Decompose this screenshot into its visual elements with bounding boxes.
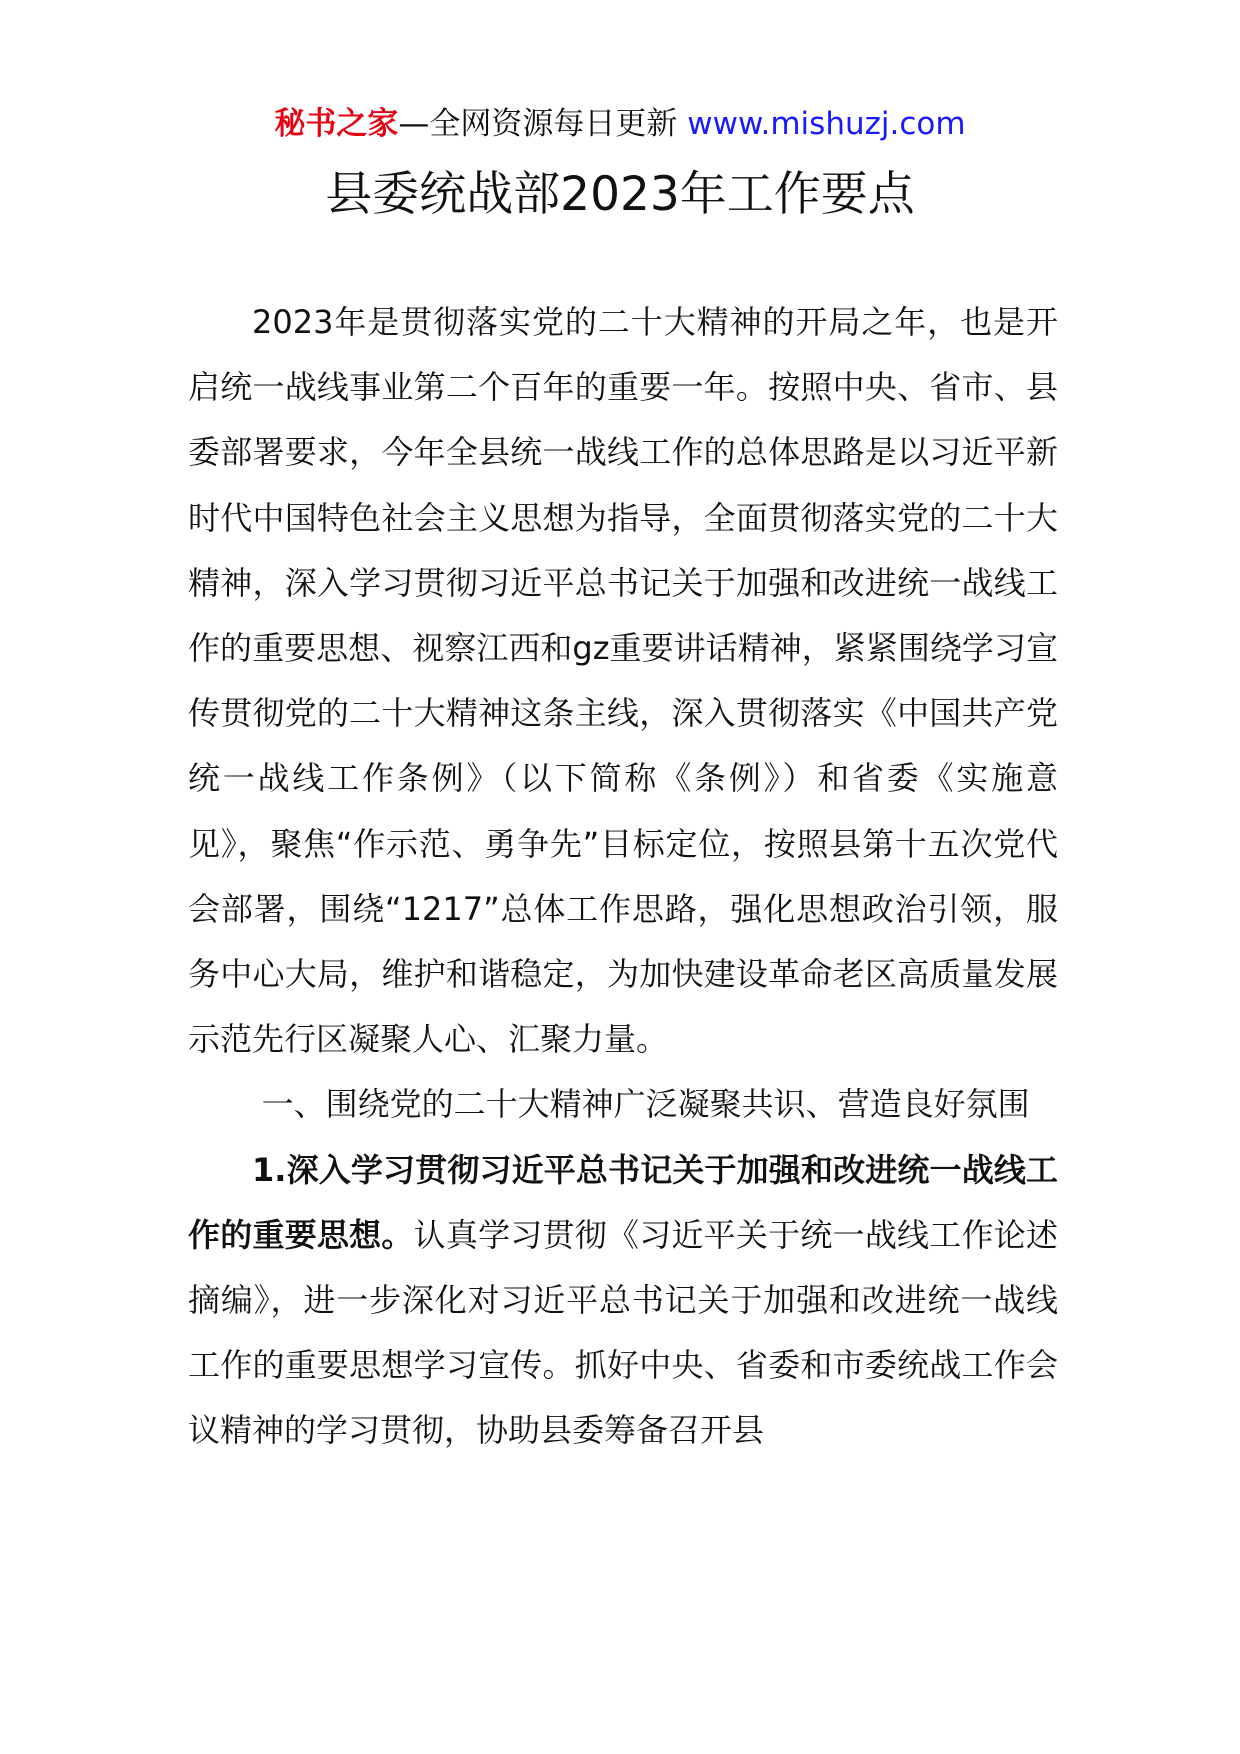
item-1-text: 认真学习贯彻《习近平关于统一战线工作论述摘编》，进一步深化对习近平总书记关于加强和改进统一战线工作的重要思想学习宣传。抓好中央、省委和市委统战工作会议精神的学习贯彻，协助县委筹备召开县: [188, 1215, 1058, 1450]
banner-slogan: —全网资源每日更新: [398, 106, 678, 142]
document-body: [188, 290, 1058, 1464]
document-title: 县委统战部2023年工作要点: [325, 167, 915, 222]
site-url-link[interactable]: www.mishuzj.com: [687, 106, 966, 142]
item-1-lead: 1.深入学习贯彻习近平总书记关于加强和改进统一战线工作的重要思想。: [188, 1150, 1058, 1254]
section-heading-1: 一、围绕党的二十大精神广泛凝聚共识、营造良好氛围: [261, 1085, 1030, 1124]
site-banner: [0, 100, 1240, 148]
item-paragraph-1: [188, 1138, 1058, 1464]
intro-paragraph: 2023年是贯彻落实党的二十大精神的开局之年，也是开启统一战线事业第二个百年的重要一年。按照中央、省市、县委部署要求，今年全县统一战线工作的总体思路是以习近平新时代中国特色社会主义思想为指导，全面贯彻落实党的二十大精神，深入学习贯彻习近平总书记关于加强和改进统一战线工作的重要思想、视察江西和gz重要讲话精神，紧紧围绕学习宣传贯彻党的二十大精神这条主线，深入贯彻落实《中国共产党统一战线工作条例》（以下简称《条例》）和省委《实施意见》，聚焦“作示范、勇争先”目标定位，按照县第十五次党代会部署，围绕“1217”总体工作思路，强化思想政治引领，服务中心大局，维护和谐稳定，为加快建设革命老区高质量发展示范先行区凝聚人心、汇聚力量。: [188, 303, 1058, 1059]
brand-name: 秘书之家: [274, 106, 399, 142]
